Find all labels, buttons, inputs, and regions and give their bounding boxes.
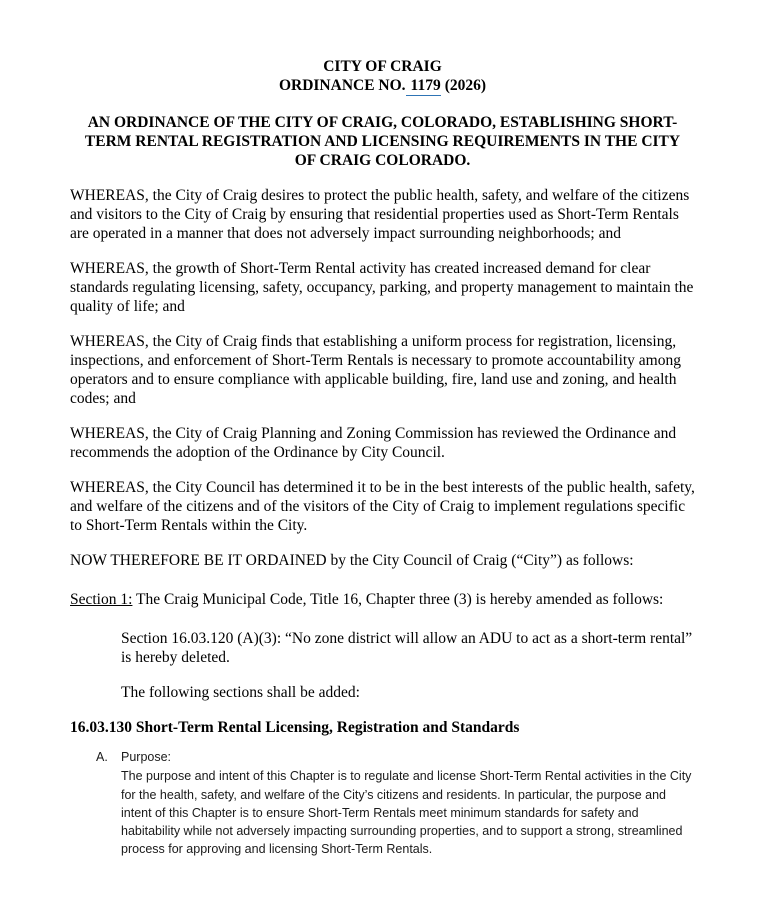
whereas-clause-3: WHEREAS, the City of Craig finds that establishing a uniform process for registration, licensing, inspections, and enforcement of Short-Term Rentals is necessary to promote accountability among operators and to ensure compliance with applicable building, fire, land use and zoning, and health codes; and (70, 333, 681, 407)
purpose-body-text: The purpose and intent of this Chapter is to regulate and license Short-Term Rental activities in the City for the health, safety, and welfare of the City’s citizens and residents. In particular, the purpose and intent of this Chapter is to ensure Short-Term Rentals meet minimum standards for safety and habitability while not adversely impacting surrounding properties, and to support a strong, streamlined process for approving and licensing Short-Term Rentals. (121, 769, 692, 857)
whereas-clause-1: WHEREAS, the City of Craig desires to protect the public health, safety, and welfare of the citizens and visitors to the City of Craig by ensuring that residential properties used as Short-Term Rentals are operated in a manner that does not adversely impact surrounding neighborhoods; and (70, 187, 690, 242)
amendment-deletion-paragraph: Section 16.03.120 (A)(3): “No zone district will allow an ADU to act as a short-term rental” is hereby deleted. (121, 630, 693, 666)
ordinance-year: (2026) (444, 77, 487, 94)
section-1-text: The Craig Municipal Code, Title 16, Chapter three (3) is hereby amended as follows: (132, 591, 664, 608)
whereas-clause-4: WHEREAS, the City of Craig Planning and Zoning Commission has reviewed the Ordinance and recommends the adoption of the Ordinance by City Council. (70, 425, 677, 461)
title-line-1: AN ORDINANCE OF THE CITY OF CRAIG, COLORADO, ESTABLISHING SHORT- (87, 114, 678, 131)
section-1-label: Section 1: (70, 591, 133, 608)
enactment-clause: NOW THEREFORE BE IT ORDAINED by the City Council of Craig (“City”) as follows: (70, 552, 634, 569)
title-line-3: OF CRAIG COLORADO. (294, 152, 471, 169)
document-title (70, 113, 695, 170)
document-header (70, 57, 695, 96)
purpose-heading-row (96, 748, 695, 766)
purpose-item-title: Purpose: (121, 750, 172, 764)
ordinance-number-prefix: ORDINANCE NO. (278, 77, 406, 94)
section-1-paragraph (70, 590, 695, 609)
amendment-addition-lead-in: The following sections shall be added: (121, 684, 360, 701)
purpose-item-label: A. (96, 750, 108, 764)
title-line-2: TERM RENTAL REGISTRATION AND LICENSING REQUIREMENTS IN THE CITY (84, 133, 681, 150)
ordinance-number-value: 1179 (406, 76, 441, 96)
purpose-section (70, 748, 695, 859)
whereas-clause-5: WHEREAS, the City Council has determined it to be in the best interests of the public health, safety, and welfare of the citizens and of the visitors of the City of Craig to implement regulations specific to Short-Term Rentals within the City. (70, 479, 695, 534)
header-ordinance-line (70, 76, 695, 96)
header-city-line: CITY OF CRAIG (323, 58, 442, 75)
section-16-03-130-heading: 16.03.130 Short-Term Rental Licensing, Registration and Standards (70, 719, 520, 736)
whereas-clause-2: WHEREAS, the growth of Short-Term Rental activity has created increased demand for clear standards regulating licensing, safety, occupancy, parking, and property management to maintain the quality of life; and (70, 260, 694, 315)
